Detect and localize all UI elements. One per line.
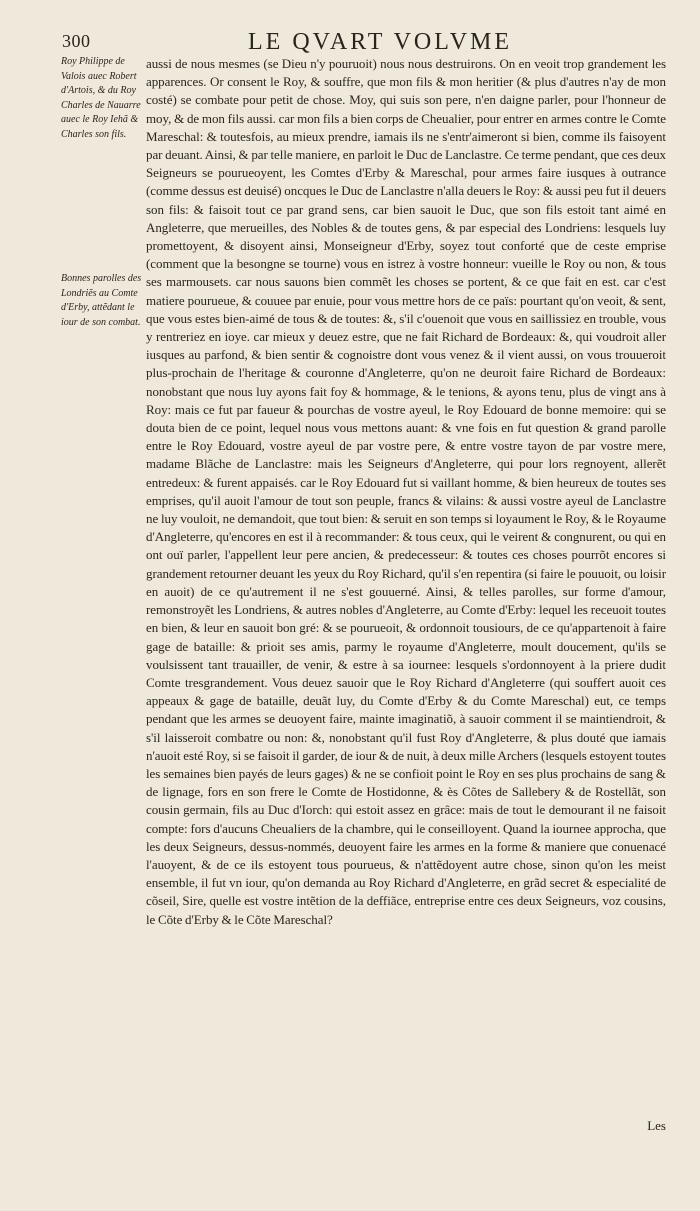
margin-note: Roy Philippe de Valois auec Robert d'Artois, & du Roy Charles de Nauarre auec le Roy Iehã & Charles son fils. — [61, 56, 141, 140]
catchword: Les — [647, 1118, 666, 1133]
margin-note: Bonnes parolles des Londriẽs au Comte d'Erby, attẽdant le iour de son combat. — [61, 273, 142, 328]
page-number: 300 — [62, 31, 91, 51]
body-text: aussi de nous mesmes (se Dieu n'y pouruoit) nous nous destruirons. On en veoit trop grandement les apparences. Or consent le Roy, & souffre, que mon fils & mon heritier (& plus d'autres n'ay de mon costé) se combate pour petit de chose. Moy, qui suis son pere, n'en daigne parler, pour l'honneur de moy, & de mon fils aussi. car mon fils a bien corps de Cheualier, pour entrer en armes contre le Comte Mareschal: & toutesfois, au mieux prendre, iamais ils ne s'entr'aimeront si bien, comme ils faisoyent par deuant. Ainsi, & par telle maniere, en parloit le Duc de Lanclastre. Ce terme pendant, que ces deux Seigneurs se pourueoyent, les Comtes d'Erby & Mareschal, pour armes faire iusques à outrance (comme dessus est deuisé) oncques le Duc de Lanclastre n'alla deuers le Roy: & aussi peu fut il deuers son fils: & faisoit tout ce par grand sens, car bien sauoit le Duc, que son fils estoit tant aimé en Angleterre, que merueilles, des Nobles & de toutes gens, & par especial des Londriens: lesquels luy promettoyent, & disoyent ainsi, Monseigneur d'Erby, soyez tout conforté que de ceste emprise (comment que la besongne se tourne) vous en istrez à vostre honneur: vueille le Roy ou non, & tous ses marmousets. car nous sauons bien commẽt les choses se portent, & ce que fait en est. car c'est matiere pourueue, & couuee par enuie, pour vous mettre hors de ce païs: pourtant qu'on veoit, & sent, que vous estes bien-aimé de tous & de toutes: &, s'il c'ouenoit que vous en saillissiez en trouble, vous y rentreriez en ioye. car mieux y deuez estre, que ne fait Richard de Bordeaux: &, qui voudroit aller iusques au parfond, & bien sentir & cognoistre dont vous venez & il vient aussi, on vous trouueroit plus-prochain de l'heritage & couronne d'Angleterre, qu'on ne deuroit faire Richard de Bordeaux: nonobstant que nous luy ayons fait foy & hommage, & le tenions, & ayons tenu, plus de vingt ans à Roy: mais ce fut par faueur & pourchas de vostre ayeul, le Roy Edouard de bonne memoire: qui se douta bien de ce point, lequel nous vous mettons auant: & vne fois en fut question & grand parolle entre le Roy Edouard, vostre ayeul de par vostre pere, & entre vostre tayon de par vostre mere, madame Blãche de Lanclastre: mais les Seigneurs d'Angleterre, qui pour lors regnoyent, allerẽt entredeux: & furent appaisés. car le Roy Edouard fut si vaillant homme, & bien heureux de toutes ses emprises, qu'il auoit l'amour de tout son peuple, francs & vilains: & aussi vostre ayeul de Lanclastre ne luy vouloit, ne demandoit, que tout bien: & seruit en son temps si loyaument le Roy, & le Royaume d'Angleterre, qu'encores en est il à recommander: & tous ceux, qui le veirent & congnurent, ou qui en ont ouï parler, l'appellent leur pere ancien, & predecesseur: & toutes ces choses pourrõt encores si grandement retourner deuant les yeux du Roy Richard, qu'il s'en repentira (si faire le pouuoit, ou loisir en auoit) de ce qu'autrement il ne s'est gouuerné. Ainsi, & telles parolles, sur forme d'amour, remonstroyẽt les Londriens, & autres nobles d'Angleterre, au Comte d'Erby: lequel les receuoit toutes en bien, & leur en sauoit bon gré: & se pourueoit, & ordonnoit tousiours, de ce qu'appartenoit à faire gage de bataille: & prioit ses amis, parmy le royaume d'Angleterre, moult doucement, qu'ils se voulsissent tant trauailler, de venir, & estre à sa iournee: lesquels s'ordonnoyent à la priere dudit Comte tresgrandement. Vous deuez sauoir que le Roy Richard d'Angleterre (qui souffert auoit ces appeaux & gage de bataille, deuãt luy, du Comte d'Erby & du Comte Mareschal) eut, ce temps pendant que les armes se deuoyent faire, mainte imaginatiõ, à sauoir comment il se maintiendroit, & s'il laisseroit combatre ou non: &, nonobstant qu'il fust Roy d'Angleterre, & plus douté que iamais n'auoit esté Roy, si se faisoit il garder, de iour & de nuit, à deux mille Archers (lesquels estoyent toutes les semaines bien payés de leurs gages) & ne se confioit point le Roy en ses plus prochains de sang & de lignage, fors en son frere le Comte de Hostidonne, & ès Cõtes de Sallebery & de Rostellãt, son cousin germain, fils au Duc d'Iorch: qui estoit assez en grâce: mais de tout le demourant il ne faisoit compte: fors d'aucuns Cheualiers de la chambre, qui le conseilloyent. Quand la iournee approcha, que les deux Seigneurs, dessus-nommés, deuoyent faire les armes en la forme & maniere que conuenacé l'auoyent, & de ce ils estoyent tous pourueus, & n'attẽdoyent autre chose, sinon qu'on les meist ensemble, il fut vn iour, qu'on demanda au Roy Richard d'Angleterre, en grãd secret & especialité de cõseil, Sire, quelle est vostre intẽtion de la deffiãce, entreprise entre ces deux Seigneurs, voz cousins, le Cõte d'Erby & le Cõte Mareschal? — [146, 56, 666, 927]
running-head: LE QVART VOLVME — [248, 29, 513, 55]
